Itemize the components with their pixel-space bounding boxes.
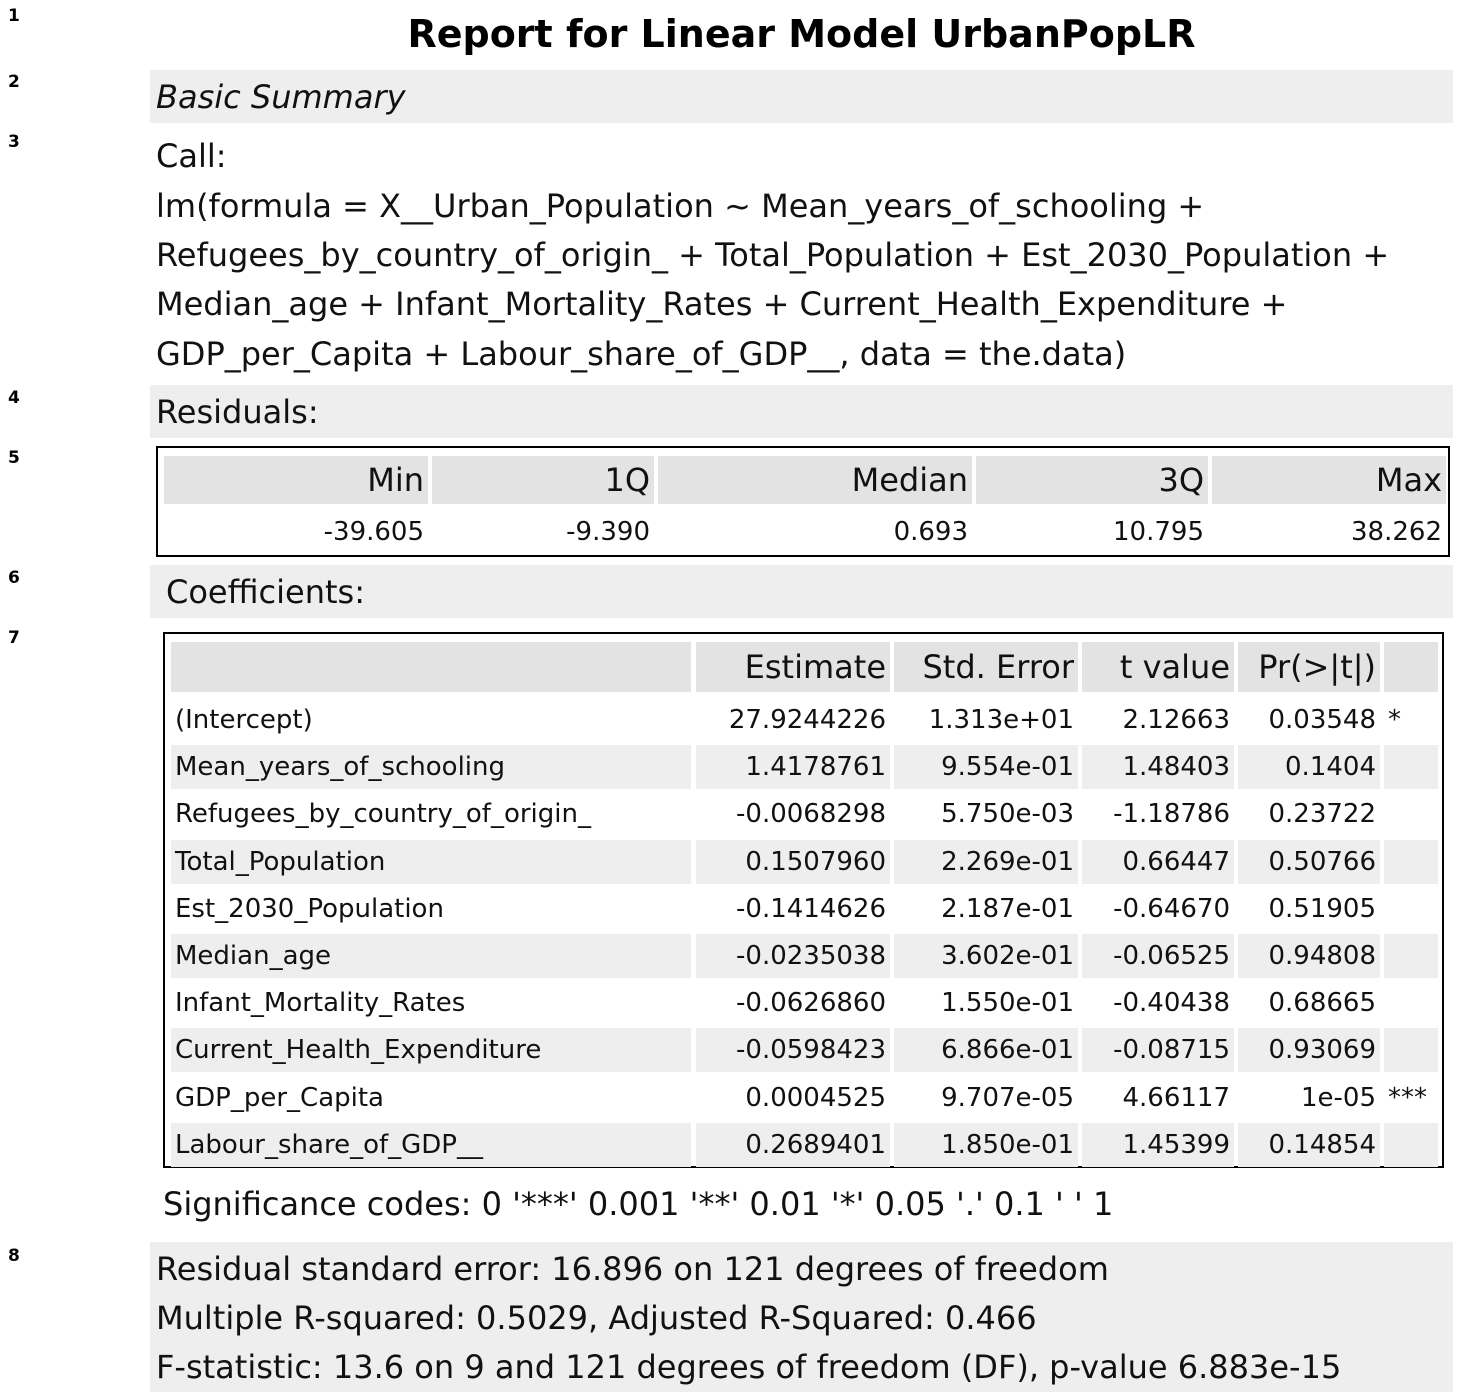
coef-t-value: 0.66447 [1122,846,1230,877]
residuals-header-max: Max [1212,456,1446,504]
coef-table-row [171,745,1438,789]
row-number: 2 [8,72,20,92]
call-line: lm(formula = X__Urban_Population ~ Mean_years_of_schooling + [156,187,1205,225]
residuals-band [150,385,1453,438]
residual-standard-error: Residual standard error: 16.896 on 121 degrees of freedom [156,1250,1109,1288]
coef-std-error: 1.550e-01 [941,988,1074,1019]
coef-t-value: -0.64670 [1113,893,1230,924]
coef-p-value: 0.51905 [1268,893,1376,924]
residuals-value-min: -39.605 [323,517,424,547]
coef-std-error: 2.187e-01 [941,893,1074,924]
coef-header-t-value: t value [1082,642,1234,692]
coef-std-error: 2.269e-01 [941,846,1074,877]
coef-estimate: 0.0004525 [745,1082,886,1113]
coef-p-value: 0.03548 [1268,705,1376,735]
coef-term: Infant_Mortality_Rates [175,988,466,1019]
report-title: Report for Linear Model UrbanPopLR [407,12,1196,56]
coef-estimate: -0.1414626 [736,893,886,924]
coef-std-error: 6.866e-01 [941,1035,1074,1066]
call-line: GDP_per_Capita + Labour_share_of_GDP__, data = the.data) [156,335,1127,373]
coef-p-value: 0.23722 [1268,799,1376,830]
row-number: 8 [8,1246,20,1266]
coef-term: Median_age [175,941,331,971]
coef-p-value: 1e-05 [1300,1082,1376,1113]
row-number: 3 [8,132,20,152]
coef-estimate: 0.2689401 [745,1129,886,1160]
row-number: 1 [8,6,20,26]
coef-std-error: 1.850e-01 [941,1129,1074,1160]
coef-term: Total_Population [175,846,386,877]
coef-signif [1384,792,1438,836]
residuals-header-3q: 3Q [976,456,1208,504]
coef-t-value: -1.18786 [1113,799,1230,830]
coef-term: Refugees_by_country_of_origin_ [175,799,591,830]
coef-std-error: 9.707e-05 [941,1082,1074,1113]
coef-std-error: 5.750e-03 [941,799,1074,830]
coef-table-row [171,1123,1438,1167]
row-number: 5 [8,448,20,468]
call-line: Refugees_by_country_of_origin_ + Total_Population + Est_2030_Population + [156,236,1390,274]
r-squared: Multiple R-squared: 0.5029, Adjusted R-Squared: 0.466 [156,1299,1037,1337]
coef-t-value: 1.45399 [1122,1129,1230,1160]
coef-estimate: -0.0626860 [736,988,886,1019]
coef-table-row [171,887,1438,931]
coef-p-value: 0.94808 [1268,941,1376,971]
coef-signif [1384,934,1438,978]
coef-t-value: -0.06525 [1113,941,1230,971]
coef-estimate: 27.9244226 [728,705,886,735]
row-number: 7 [8,628,20,648]
coef-std-error: 1.313e+01 [928,705,1074,735]
residuals-value-1q: -9.390 [566,517,650,547]
basic-summary-label: Basic Summary [156,78,406,116]
row-number: 6 [8,568,20,588]
residuals-value-max: 38.262 [1351,517,1442,547]
coef-header-p-value: Pr(>|t|) [1238,642,1380,692]
coef-table-row [171,1076,1438,1120]
residuals-label: Residuals: [156,393,319,431]
coefficients-table [163,632,1444,1168]
coef-p-value: 0.68665 [1268,988,1376,1019]
call-label: Call: [156,137,227,175]
coef-table-row [171,1028,1438,1072]
coef-estimate: 0.1507960 [745,846,886,877]
coef-t-value: 1.48403 [1122,752,1230,783]
coef-estimate: -0.0068298 [736,799,886,830]
coef-std-error: 3.602e-01 [941,941,1074,971]
coef-signif [1384,1028,1438,1072]
residuals-header-1q: 1Q [432,456,654,504]
coef-p-value: 0.93069 [1268,1035,1376,1066]
coef-signif [1384,745,1438,789]
coef-estimate: -0.0235038 [736,941,886,971]
residuals-header-min: Min [164,456,428,504]
coef-signif [1384,840,1438,884]
coefficients-label: Coefficients: [166,573,365,611]
coef-header-estimate: Estimate [696,642,890,692]
coef-term: Labour_share_of_GDP__ [175,1129,483,1160]
coef-term: GDP_per_Capita [175,1082,384,1113]
coef-t-value: -0.08715 [1113,1035,1230,1066]
coef-p-value: 0.50766 [1268,846,1376,877]
significance-codes: Significance codes: 0 '***' 0.001 '**' 0.01 '*' 0.05 '.' 0.1 ' ' 1 [163,1185,1114,1223]
call-line: Median_age + Infant_Mortality_Rates + Current_Health_Expenditure + [156,285,1288,323]
coef-std-error: 9.554e-01 [941,752,1074,783]
coef-table-row [171,792,1438,836]
coef-table-row [171,934,1438,978]
residuals-table [156,446,1450,557]
coef-signif [1384,981,1438,1025]
coef-t-value: -0.40438 [1113,988,1230,1019]
residuals-value-3q: 10.795 [1113,517,1204,547]
coef-table-row [171,981,1438,1025]
coef-t-value: 4.66117 [1122,1082,1230,1113]
f-statistic: F-statistic: 13.6 on 9 and 121 degrees of freedom (DF), p-value 6.883e-15 [156,1348,1342,1386]
coef-term: Current_Health_Expenditure [175,1035,542,1066]
coef-term: Mean_years_of_schooling [175,752,506,783]
coef-header-term [171,642,691,692]
coef-estimate: 1.4178761 [745,752,886,783]
row-number: 4 [8,388,20,408]
coef-header-signif [1384,642,1438,692]
coef-term: (Intercept) [175,705,313,735]
coef-p-value: 0.14854 [1268,1129,1376,1160]
residuals-value-median: 0.693 [893,517,968,547]
coef-signif [1384,1123,1438,1167]
coef-t-value: 2.12663 [1122,705,1230,735]
coef-table-row [171,840,1438,884]
coef-estimate: -0.0598423 [736,1035,886,1066]
coef-signif: *** [1388,1082,1427,1113]
coef-table-row [171,698,1438,742]
coef-p-value: 0.1404 [1285,752,1376,783]
coef-header-std-error: Std. Error [894,642,1078,692]
residuals-header-median: Median [658,456,972,504]
coef-signif [1384,887,1438,931]
coef-signif: * [1388,705,1401,735]
coef-term: Est_2030_Population [175,893,444,924]
